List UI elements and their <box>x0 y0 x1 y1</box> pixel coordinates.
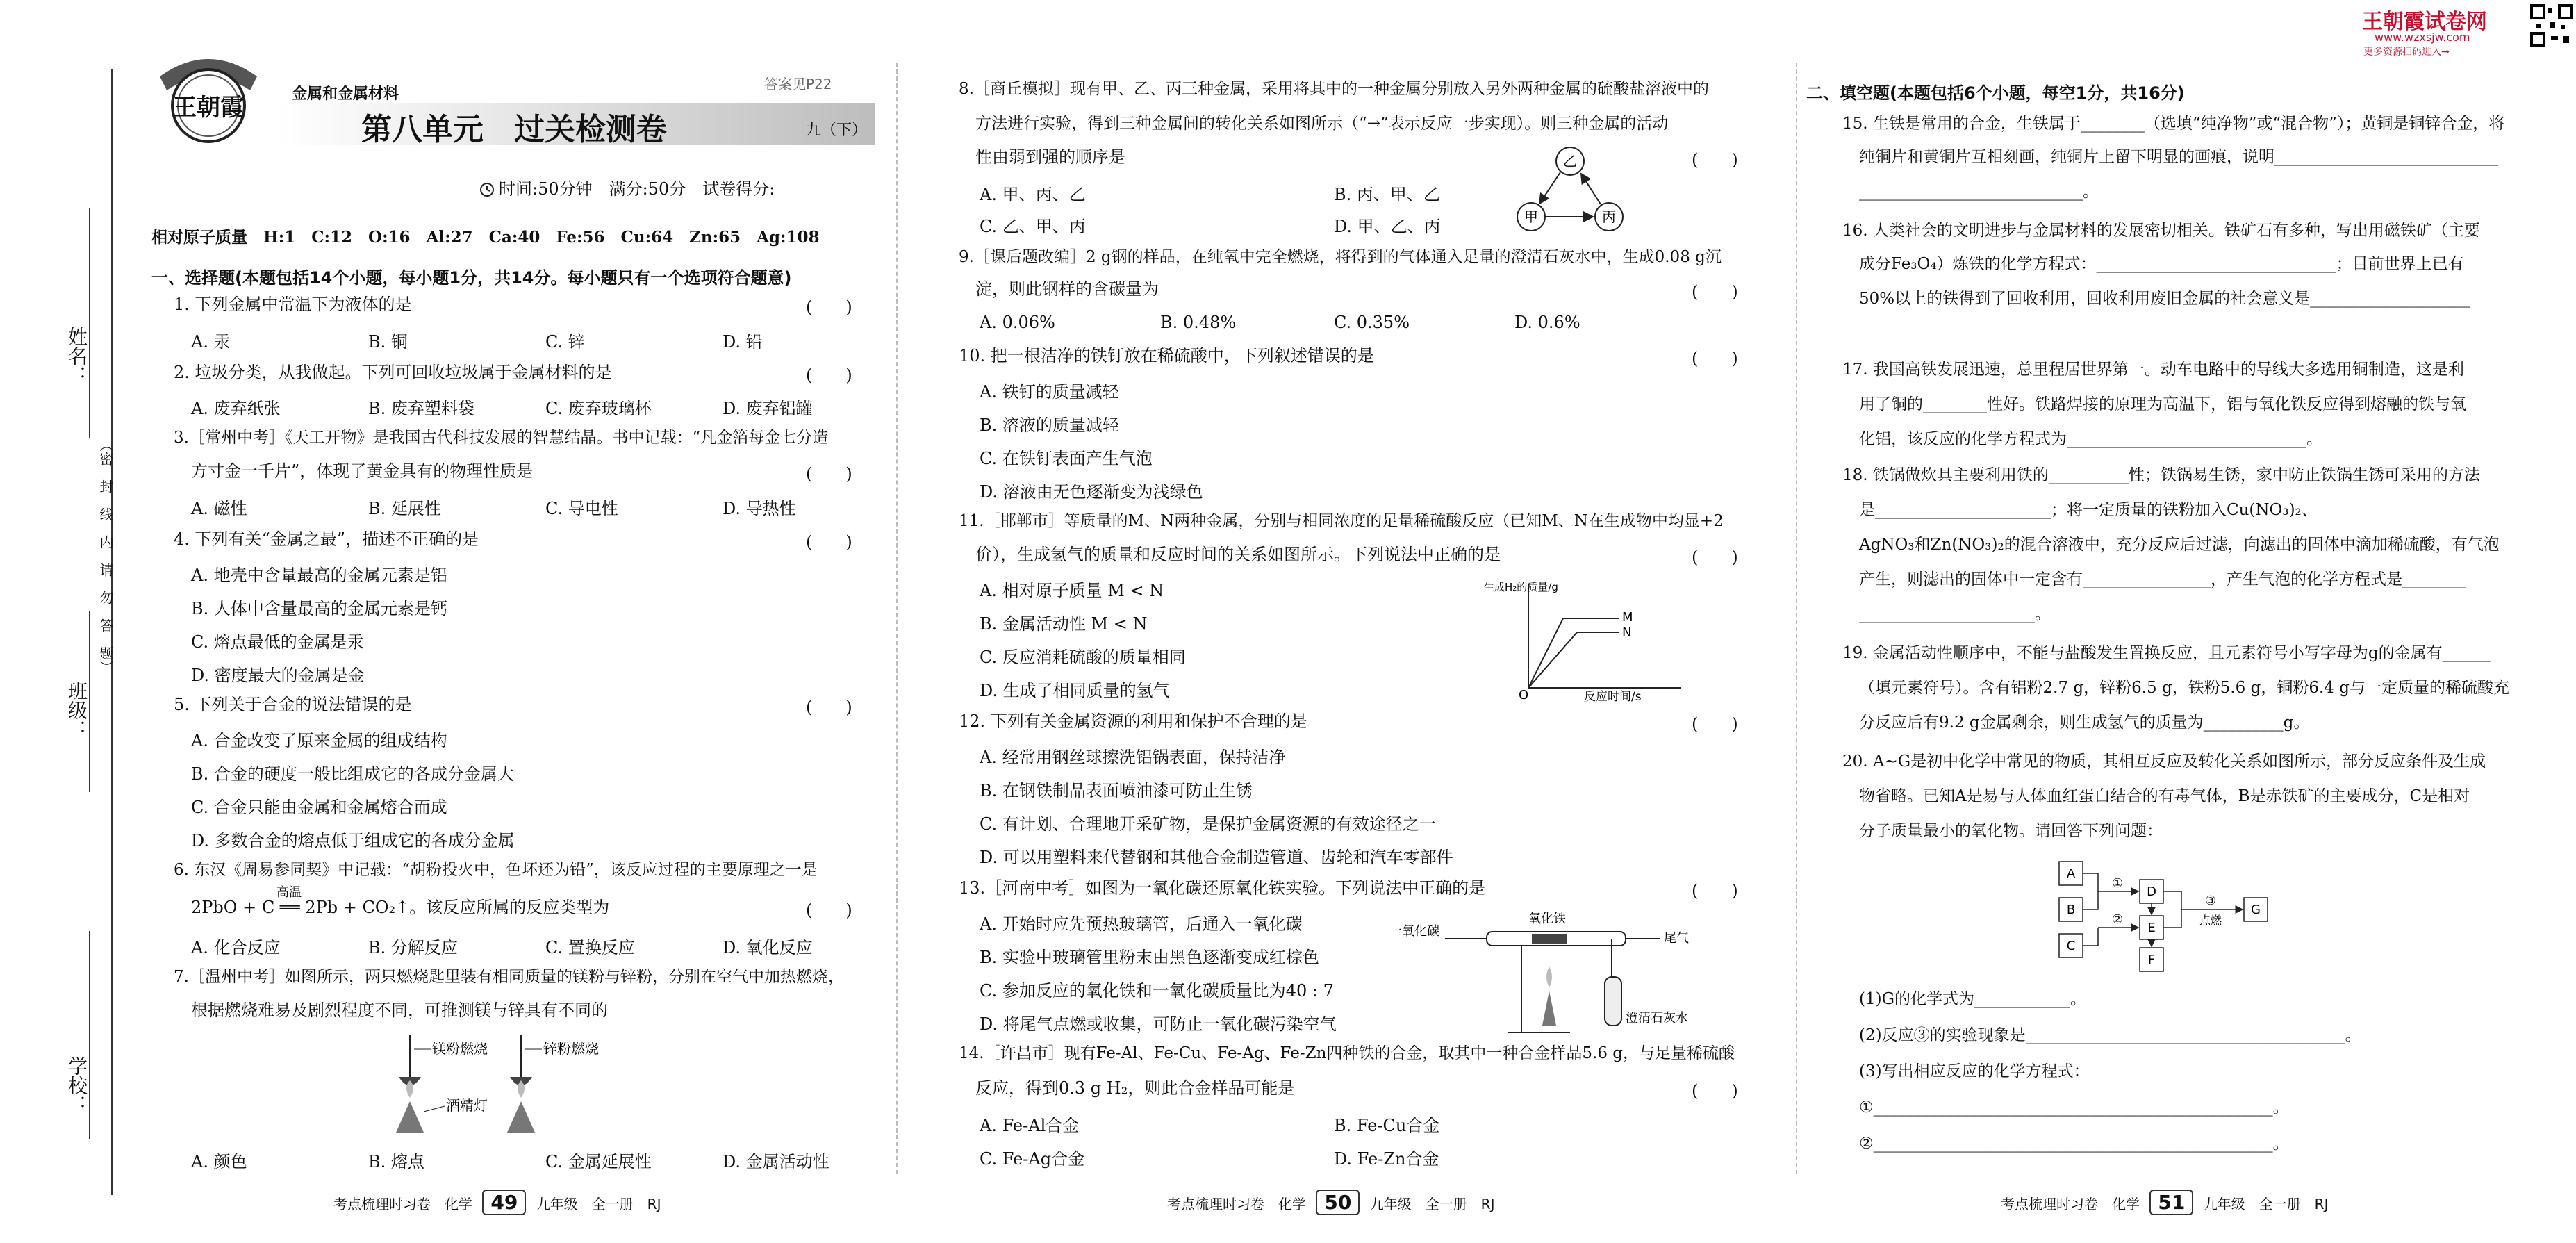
q12-option-d[interactable]: D. 可以用塑料来代替钢和其他合金制造管道、齿轮和汽车零部件 <box>980 848 1453 867</box>
q13-stem: 13.［河南中考］如图为一氧化碳还原氧化铁实验。下列说法中正确的是 <box>959 878 1486 898</box>
q6-stem-line2: 2PbO + C ══ 2Pb + CO₂↑。该反应所属的反应类型为 <box>191 898 610 917</box>
q6-option-a[interactable]: A. 化合反应 <box>191 938 281 957</box>
q5-option-d[interactable]: D. 多数合金的熔点低于组成它的各成分金属 <box>191 831 515 850</box>
svg-text:澄清石灰水: 澄清石灰水 <box>1626 1011 1688 1026</box>
q11-option-c[interactable]: C. 反应消耗硫酸的质量相同 <box>980 648 1186 667</box>
svg-text:氧化铁: 氧化铁 <box>1528 912 1566 926</box>
q2-option-a[interactable]: A. 废弃纸张 <box>191 399 281 418</box>
q12-option-c[interactable]: C. 有计划、合理地开采矿物，是保护金属资源的有效途径之一 <box>980 814 1436 834</box>
q15-line2: 纯铜片和黄铜片互相刻画，纯铜片上留下明显的画痕，说明____________________________ <box>1859 148 2498 166</box>
q2-answer-box[interactable]: ( ) <box>806 365 852 385</box>
class-label: 班级： <box>65 681 88 739</box>
q17-line1: 17. 我国高铁发展迅速，总里程居世界第一。动车电路中的导线大多选用铜制造，这是利 <box>1842 361 2464 379</box>
page-number: 50 <box>1316 1190 1360 1215</box>
q7-stem-line2: 根据燃烧难易及剧烈程度不同，可推测镁与锌具有不同的 <box>191 1001 608 1020</box>
q20-sub3-eq2: ②__________________________________________________。 <box>1859 1135 2289 1153</box>
section-1-title: 一、选择题(本题包括14个小题，每小题1分，共14分。每小题只有一个选项符合题意) <box>151 268 792 288</box>
q6-condition: 高温 <box>276 885 302 900</box>
q18-line1: 18. 铁锅做炊具主要利用铁的__________性；铁锅易生锈，家中防止铁锅生锈可采用的方法 <box>1842 466 2480 484</box>
q8-option-b[interactable]: B. 丙、甲、乙 <box>1334 185 1440 204</box>
footer-page-51 <box>2001 1190 2328 1215</box>
svg-text:锌粉燃烧: 锌粉燃烧 <box>543 1040 599 1057</box>
q8-figure-metal-cycle <box>1514 145 1626 235</box>
svg-text:①: ① <box>2111 876 2124 891</box>
q13-option-b[interactable]: B. 实验中玻璃管里粉末由黑色逐渐变成红棕色 <box>980 948 1319 967</box>
q18-line3: AgNO₃和Zn(NO₃)₂的混合溶液中，充分反应后过滤，向滤出的固体中滴加稀硫酸，有气泡 <box>1859 536 2500 554</box>
q7-option-d[interactable]: D. 金属活动性 <box>723 1152 829 1171</box>
q4-option-a[interactable]: A. 地壳中含量最高的金属元素是铝 <box>191 566 447 585</box>
brand-subtitle: 更多资源扫码进入→ <box>2363 47 2450 58</box>
q9-stem-line1: 9.［课后题改编］2 g钢的样品，在纯氧中完全燃烧，将得到的气体通入足量的澄清石灰水中，生成0.08 g沉 <box>959 248 1722 266</box>
q11-hydrogen-graph <box>1480 577 1688 702</box>
q13-option-d[interactable]: D. 将尾气点燃或收集，可防止一氧化碳污染空气 <box>980 1014 1337 1034</box>
q8-option-d[interactable]: D. 甲、乙、丙 <box>1334 217 1441 236</box>
svg-text:F: F <box>2147 953 2156 967</box>
q6-stem-line1: 6. 东汉《周易参同契》中记载：“胡粉投火中，色坏还为铅”，该反应过程的主要原理之一是 <box>174 861 818 879</box>
q20-reaction-diagram <box>2056 856 2279 974</box>
svg-text:反应时间/s: 反应时间/s <box>1584 690 1642 702</box>
svg-text:M: M <box>1622 610 1633 625</box>
q7-stem-line1: 7.［温州中考］如图所示，两只燃烧匙里装有相同质量的镁粉与锌粉，分别在空气中加热燃烧， <box>174 968 844 986</box>
name-input-line[interactable] <box>89 208 90 438</box>
q16-line1: 16. 人类社会的文明进步与金属材料的发展密切相关。铁矿石有多种，写出用磁铁矿（主要 <box>1842 222 2480 240</box>
q13-option-c[interactable]: C. 参加反应的氧化铁和一氧化碳质量比为40 : 7 <box>980 981 1334 1001</box>
section-2-title: 二、填空题(本题包括6个小题，每空1分，共16分) <box>1806 83 2185 103</box>
q1-stem: 1. 下列金属中常温下为液体的是 <box>174 295 412 314</box>
svg-text:镁粉燃烧: 镁粉燃烧 <box>432 1040 488 1057</box>
page-49 <box>0 0 882 1243</box>
q16-line2: 成分Fe₃O₄）炼铁的化学方程式：______________________________；目前世界上已有 <box>1859 255 2464 273</box>
q2-option-d[interactable]: D. 废弃铝罐 <box>723 399 813 418</box>
q4-stem: 4. 下列有关“金属之最”，描述不正确的是 <box>174 529 479 549</box>
q8-stem-line3: 性由弱到强的顺序是 <box>975 147 1125 167</box>
svg-text:N: N <box>1622 625 1632 640</box>
q20-sub1: (1)G的化学式为____________。 <box>1859 990 2086 1008</box>
school-label: 学校： <box>65 1056 88 1114</box>
q17-line3: 化铝，该反应的化学方程式为______________________________。 <box>1859 430 2322 448</box>
unit-title: 第八单元 过关检测卷 <box>361 112 667 147</box>
q14-stem-line1: 14.［许昌市］现有Fe-Al、Fe-Cu、Fe-Ag、Fe-Zn四种铁的合金，取其中一种合金样品5.6 g，与足量稀硫酸 <box>959 1044 1735 1062</box>
answer-ref: 答案见P22 <box>764 76 832 92</box>
grade-tag: 九（下） <box>806 122 868 139</box>
q14-option-a[interactable]: A. Fe-Al合金 <box>980 1116 1080 1135</box>
q5-option-b[interactable]: B. 合金的硬度一般比组成它的各成分金属大 <box>191 764 514 784</box>
q8-option-c[interactable]: C. 乙、甲、丙 <box>980 217 1086 236</box>
brand-logo <box>153 49 264 153</box>
page-51 <box>1778 0 2576 1243</box>
footer-page-49 <box>333 1190 661 1215</box>
svg-text:点燃: 点燃 <box>2199 914 2222 927</box>
q10-answer-box[interactable]: ( ) <box>1692 349 1738 368</box>
seal-line-notice: （密 封 线 内 请 勿 答 题） <box>97 438 114 674</box>
q20-sub3: (3)写出相应反应的化学方程式： <box>1859 1062 2090 1080</box>
q10-option-d[interactable]: D. 溶液由无色逐渐变为浅绿色 <box>980 482 1203 502</box>
q3-stem-line2: 方寸金一千片”，体现了黄金具有的物理性质是 <box>191 461 534 481</box>
atomic-mass-table: 相对原子质量 H:1 C:12 O:16 Al:27 Ca:40 Fe:56 Cu:64 Zn:65 Ag:108 <box>151 228 820 247</box>
q1-option-c[interactable]: C. 锌 <box>545 332 585 352</box>
q13-answer-box[interactable]: ( ) <box>1692 881 1738 900</box>
q9-option-a[interactable]: A. 0.06% <box>980 313 1055 332</box>
footer-right: 九年级 全一册 RJ <box>536 1196 661 1212</box>
svg-text:尾气: 尾气 <box>1664 931 1689 946</box>
svg-text:C: C <box>2066 939 2076 953</box>
q1-answer-box[interactable]: ( ) <box>806 297 852 317</box>
q14-answer-box[interactable]: ( ) <box>1692 1081 1738 1101</box>
q20-line3: 分子质量最小的氧化物。请回答下列问题： <box>1859 822 2163 840</box>
q8-answer-box[interactable]: ( ) <box>1692 150 1738 170</box>
school-input-line[interactable] <box>89 931 90 1139</box>
q14-option-b[interactable]: B. Fe-Cu合金 <box>1334 1116 1440 1135</box>
q15-line3: ____________________________。 <box>1859 183 2099 201</box>
q16-line3: 50%以上的铁得到了回收利用，回收利用废旧金属的社会意义是____________________ <box>1859 290 2470 308</box>
q11-answer-box[interactable]: ( ) <box>1692 548 1738 567</box>
svg-text:E: E <box>2147 921 2156 935</box>
brand-url[interactable]: www.wzxsjw.com <box>2375 31 2470 44</box>
class-input-line[interactable] <box>89 611 90 792</box>
q12-answer-box[interactable]: ( ) <box>1692 714 1738 734</box>
topic-label: 金属和金属材料 <box>292 85 399 103</box>
svg-text:甲: 甲 <box>1524 208 1538 225</box>
q9-option-d[interactable]: D. 0.6% <box>1514 313 1580 332</box>
footer-left: 考点梳理时习卷 化学 <box>2001 1196 2140 1212</box>
q10-option-c[interactable]: C. 在铁钉表面产生气泡 <box>980 449 1153 468</box>
q18-line4: 产生，则滤出的固体中一定含有________________，产生气泡的化学方程式是________ <box>1859 570 2466 588</box>
q4-answer-box[interactable]: ( ) <box>806 532 852 552</box>
q2-option-c[interactable]: C. 废弃玻璃杯 <box>545 399 652 418</box>
q11-stem-line1: 11.［邯郸市］等质量的M、N两种金属，分别与相同浓度的足量稀硫酸反应（已知M、N在生成物中均显+2 <box>959 512 1724 530</box>
q9-answer-box[interactable]: ( ) <box>1692 282 1738 302</box>
q10-option-b[interactable]: B. 溶液的质量减轻 <box>980 415 1119 435</box>
footer-right: 九年级 全一册 RJ <box>1369 1196 1495 1212</box>
footer-page-50 <box>1167 1190 1494 1215</box>
q7-option-a[interactable]: A. 颜色 <box>191 1152 247 1171</box>
q6-answer-box[interactable]: ( ) <box>806 900 852 920</box>
q11-option-a[interactable]: A. 相对原子质量 M < N <box>980 581 1164 600</box>
svg-text:王朝霞: 王朝霞 <box>173 94 244 122</box>
q13-apparatus-figure <box>1389 900 1695 1039</box>
q20-line1: 20. A~G是初中化学中常见的物质，其相互反应及转化关系如图所示，部分反应条件及生成 <box>1842 752 2486 771</box>
q3-option-a[interactable]: A. 磁性 <box>191 499 247 518</box>
q10-stem: 10. 把一根洁净的铁钉放在稀硫酸中，下列叙述错误的是 <box>959 346 1374 365</box>
q7-option-b[interactable]: B. 熔点 <box>368 1152 424 1171</box>
q4-option-c[interactable]: C. 熔点最低的金属是汞 <box>191 632 364 652</box>
q11-stem-line2: 价），生成氢气的质量和反应时间的关系如图所示。下列说法中正确的是 <box>975 545 1501 564</box>
q3-stem-line1: 3.［常州中考］《天工开物》是我国古代科技发展的智慧结晶。书中记载：“凡金箔每金七分造 <box>174 429 829 447</box>
q1-option-d[interactable]: D. 铅 <box>723 332 763 352</box>
svg-text:G: G <box>2251 903 2261 917</box>
q9-option-b[interactable]: B. 0.48% <box>1160 313 1237 332</box>
page-number: 49 <box>482 1190 526 1215</box>
q8-stem-line2: 方法进行实验，得到三种金属间的转化关系如图所示（“→”表示反应一步实现）。则三种金属的活动 <box>975 115 1669 133</box>
svg-text:D: D <box>2147 884 2156 899</box>
svg-text:一氧化碳: 一氧化碳 <box>1389 924 1439 939</box>
q3-option-b[interactable]: B. 延展性 <box>368 499 441 518</box>
q9-option-c[interactable]: C. 0.35% <box>1334 313 1410 332</box>
q18-line5: ______________________。 <box>1859 605 2051 623</box>
brand-name[interactable]: 王朝霞试卷网 <box>2362 10 2487 34</box>
q5-stem: 5. 下列关于合金的说法错误的是 <box>174 695 412 714</box>
q17-line2: 用了铜的________性好。铁路焊接的原理为高温下，铝与氧化铁反应得到熔融的铁与氧 <box>1859 395 2466 413</box>
q9-stem-line2: 淀，则此钢样的含碳量为 <box>975 279 1159 299</box>
svg-text:丙: 丙 <box>1602 208 1616 225</box>
page-50 <box>903 0 1785 1243</box>
q11-option-b[interactable]: B. 金属活动性 M < N <box>980 614 1148 634</box>
clock-icon <box>479 182 495 200</box>
svg-text:生成H₂的质量/g: 生成H₂的质量/g <box>1484 581 1558 593</box>
svg-text:乙: 乙 <box>1563 153 1577 170</box>
q6-option-c[interactable]: C. 置换反应 <box>545 938 635 957</box>
q7-option-c[interactable]: C. 金属延展性 <box>545 1152 652 1171</box>
q1-option-a[interactable]: A. 汞 <box>191 332 231 352</box>
q14-stem-line2: 反应，得到0.3 g H₂，则此合金样品可能是 <box>975 1078 1295 1098</box>
q8-stem-line1: 8.［商丘模拟］现有甲、乙、丙三种金属，采用将其中的一种金属分别放入另外两种金属的硫酸盐溶液中的 <box>959 80 1709 98</box>
q12-option-a[interactable]: A. 经常用钢丝球擦洗铝锅表面，保持洁净 <box>980 748 1286 767</box>
q12-stem: 12. 下列有关金属资源的利用和保护不合理的是 <box>959 711 1307 731</box>
q3-option-c[interactable]: C. 导电性 <box>545 499 618 518</box>
q19-line2: （填元素符号）。含有铝粉2.7 g，锌粉6.5 g，铁粉5.6 g，铜粉6.4 g与一定质量的稀硫酸充 <box>1859 679 2509 697</box>
q8-option-a[interactable]: A. 甲、丙、乙 <box>980 185 1086 204</box>
page-number: 51 <box>2149 1190 2193 1215</box>
svg-text:酒精灯: 酒精灯 <box>446 1097 488 1114</box>
q3-answer-box[interactable]: ( ) <box>806 464 852 484</box>
footer-left: 考点梳理时习卷 化学 <box>1167 1196 1306 1212</box>
q18-line2: 是______________________；将一定质量的铁粉加入Cu(NO₃)₂、 <box>1859 501 2318 519</box>
svg-text:B: B <box>2066 903 2076 917</box>
q5-option-a[interactable]: A. 合金改变了原来金属的组成结构 <box>191 731 447 750</box>
exam-info: 时间:50分钟 满分:50分 试卷得分: <box>499 179 775 199</box>
q13-option-a[interactable]: A. 开始时应先预热玻璃管，后通入一氧化碳 <box>980 914 1303 934</box>
qr-code-icon[interactable] <box>2530 4 2573 47</box>
q1-option-b[interactable]: B. 铜 <box>368 332 408 352</box>
footer-right: 九年级 全一册 RJ <box>2203 1196 2329 1212</box>
footer-left: 考点梳理时习卷 化学 <box>333 1196 472 1212</box>
q7-figure-burning-spoons <box>368 1028 632 1133</box>
q19-line3: 分反应后有9.2 g金属剩余，则生成氢气的质量为__________g。 <box>1859 714 2310 732</box>
page-divider <box>896 63 898 1174</box>
svg-text:A: A <box>2066 866 2076 881</box>
q2-option-b[interactable]: B. 废弃塑料袋 <box>368 399 474 418</box>
q4-option-d[interactable]: D. 密度最大的金属是金 <box>191 666 365 685</box>
q10-option-a[interactable]: A. 铁钉的质量减轻 <box>980 382 1119 402</box>
q19-line1: 19. 金属活动性顺序中，不能与盐酸发生置换反应，且元素符号小写字母为g的金属有______ <box>1842 644 2491 662</box>
q6-option-d[interactable]: D. 氧化反应 <box>723 938 813 957</box>
q6-option-b[interactable]: B. 分解反应 <box>368 938 458 957</box>
q3-option-d[interactable]: D. 导热性 <box>723 499 796 518</box>
q2-stem: 2. 垃圾分类，从我做起。下列可回收垃圾属于金属材料的是 <box>174 363 612 382</box>
q5-answer-box[interactable]: ( ) <box>806 698 852 717</box>
q5-option-c[interactable]: C. 合金只能由金属和金属熔合而成 <box>191 798 447 817</box>
q14-option-d[interactable]: D. Fe-Zn合金 <box>1334 1149 1439 1169</box>
student-name-label: 姓名： <box>65 327 88 385</box>
svg-text:③: ③ <box>2204 894 2217 908</box>
q14-option-c[interactable]: C. Fe-Ag合金 <box>980 1149 1085 1169</box>
q20-line2: 物省略。已知A是易与人体血红蛋白结合的有毒气体，B是赤铁矿的主要成分，C是相对 <box>1859 787 2470 805</box>
q11-option-d[interactable]: D. 生成了相同质量的氢气 <box>980 681 1170 700</box>
svg-text:O: O <box>1519 688 1529 702</box>
q20-sub2: (2)反应③的实验现象是________________________________________。 <box>1859 1026 2361 1044</box>
q15-line1: 15. 生铁是常用的合金，生铁属于________（选填“纯净物”或“混合物”）；黄铜是铜锌合金，将 <box>1842 115 2505 133</box>
svg-text:②: ② <box>2111 912 2124 927</box>
q4-option-b[interactable]: B. 人体中含量最高的金属元素是钙 <box>191 599 447 618</box>
q12-option-b[interactable]: B. 在钢铁制品表面喷油漆可防止生锈 <box>980 781 1253 800</box>
q20-sub3-eq1: ①__________________________________________________。 <box>1859 1098 2289 1117</box>
